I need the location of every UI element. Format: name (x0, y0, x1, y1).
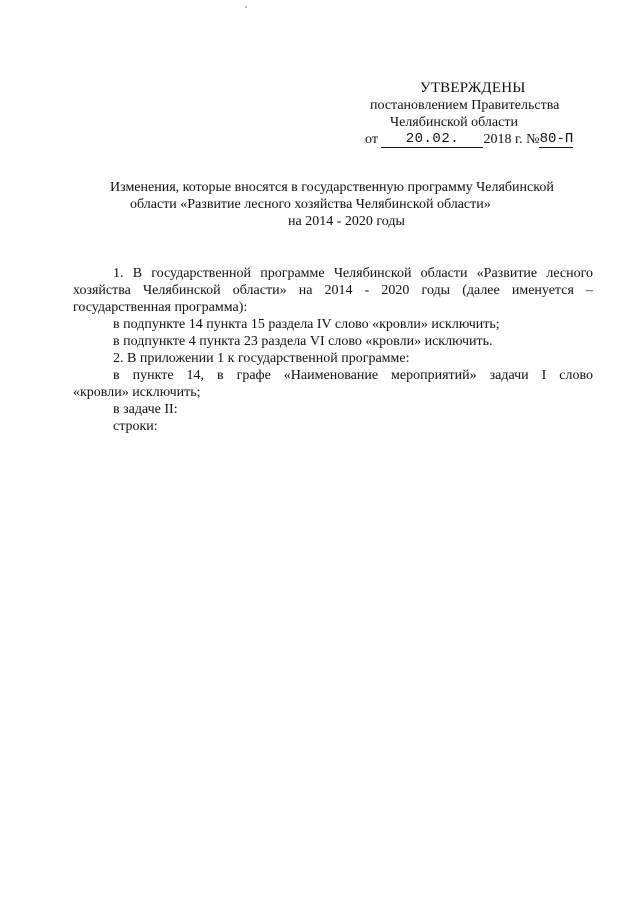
paragraph-5-line-2: «кровли» исключить; (73, 385, 201, 400)
approval-prefix: от (365, 132, 378, 147)
approval-number: 80-П (539, 131, 574, 147)
paragraph-3: в подпункте 4 пункта 23 раздела VI слово «кровли» исключить. (113, 334, 493, 349)
paragraph-5-line-1: в пункте 14, в графе «Наименование мероприятий» задачи I слово (113, 368, 593, 383)
paragraph-7: строки: (113, 419, 158, 434)
scan-dot (245, 6, 247, 8)
paragraph-2: в подпункте 14 пункта 15 раздела IV слово «кровли» исключить; (113, 317, 500, 332)
approval-title: УТВЕРЖДЕНЫ (420, 80, 526, 96)
approval-line-3: Челябинской области (390, 115, 518, 130)
approval-year: 2018 г. № (483, 132, 540, 147)
approval-date-line (365, 131, 600, 148)
approval-line-2: постановлением Правительства (370, 98, 560, 113)
paragraph-1-line-1: 1. В государственной программе Челябинской области «Развитие лесного (113, 266, 593, 281)
heading-line-2: области «Развитие лесного хозяйства Челябинской области» (130, 197, 491, 212)
paragraph-4: 2. В приложении 1 к государственной программе: (113, 351, 410, 366)
approval-date: 20.02. (381, 131, 483, 148)
heading-line-3: на 2014 - 2020 годы (288, 214, 405, 229)
paragraph-1-line-2: хозяйства Челябинской области» на 2014 - 2020 годы (далее именуется – (73, 283, 593, 298)
heading-line-1: Изменения, которые вносятся в государственную программу Челябинской (110, 180, 554, 195)
paragraph-1-line-3: государственная программа): (73, 300, 248, 315)
paragraph-6: в задаче II: (113, 402, 178, 417)
